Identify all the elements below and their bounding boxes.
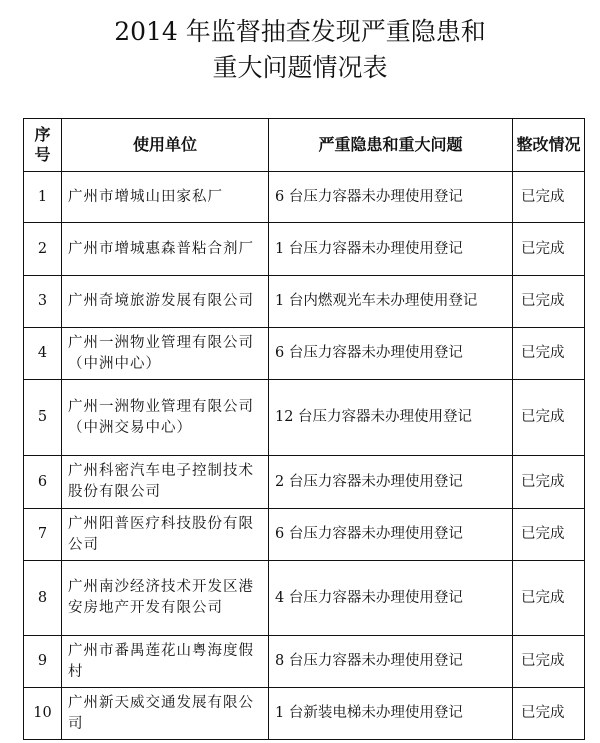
row-issue: 4 台压力容器未办理使用登记 xyxy=(269,561,513,636)
table-row xyxy=(24,223,585,276)
row-index: 10 xyxy=(24,688,62,740)
row-index: 8 xyxy=(24,561,62,636)
row-unit: 广州市增城山田家私厂 xyxy=(62,172,269,223)
row-status: 已完成 xyxy=(513,328,585,380)
row-issue: 6 台压力容器未办理使用登记 xyxy=(269,172,513,223)
row-issue: 12 台压力容器未办理使用登记 xyxy=(269,380,513,456)
row-issue: 6 台压力容器未办理使用登记 xyxy=(269,328,513,380)
row-unit: 广州南沙经济技术开发区港安房地产开发有限公司 xyxy=(62,561,269,636)
header-status: 整改情况 xyxy=(513,119,585,172)
header-index: 序号 xyxy=(24,119,62,172)
row-index: 7 xyxy=(24,509,62,561)
table-row xyxy=(24,380,585,456)
table-row xyxy=(24,456,585,509)
row-index: 6 xyxy=(24,456,62,509)
row-issue: 1 台内燃观光车未办理使用登记 xyxy=(269,276,513,328)
inspection-table xyxy=(23,118,585,740)
row-unit: 广州科密汽车电子控制技术股份有限公司 xyxy=(62,456,269,509)
row-index: 3 xyxy=(24,276,62,328)
row-status: 已完成 xyxy=(513,561,585,636)
row-index: 9 xyxy=(24,636,62,688)
row-status: 已完成 xyxy=(513,380,585,456)
page-title-line2: 重大问题情况表 xyxy=(212,53,388,82)
row-unit: 广州阳普医疗科技股份有限公司 xyxy=(62,509,269,561)
row-unit: 广州一洲物业管理有限公司（中洲交易中心） xyxy=(62,380,269,456)
row-issue: 1 台新装电梯未办理使用登记 xyxy=(269,688,513,740)
table-row xyxy=(24,509,585,561)
header-issue: 严重隐患和重大问题 xyxy=(269,119,513,172)
row-unit: 广州市增城惠森普粘合剂厂 xyxy=(62,223,269,276)
row-issue: 6 台压力容器未办理使用登记 xyxy=(269,509,513,561)
row-issue: 1 台压力容器未办理使用登记 xyxy=(269,223,513,276)
row-status: 已完成 xyxy=(513,688,585,740)
row-unit: 广州新天威交通发展有限公司 xyxy=(62,688,269,740)
row-issue: 2 台压力容器未办理使用登记 xyxy=(269,456,513,509)
row-status: 已完成 xyxy=(513,276,585,328)
row-index: 4 xyxy=(24,328,62,380)
row-status: 已完成 xyxy=(513,172,585,223)
row-unit: 广州市番禺莲花山粤海度假村 xyxy=(62,636,269,688)
table-row xyxy=(24,688,585,740)
table-row xyxy=(24,172,585,223)
table-row xyxy=(24,328,585,380)
row-index: 5 xyxy=(24,380,62,456)
row-status: 已完成 xyxy=(513,636,585,688)
table-header-row xyxy=(24,119,585,172)
table-row xyxy=(24,276,585,328)
table-row xyxy=(24,636,585,688)
row-unit: 广州奇境旅游发展有限公司 xyxy=(62,276,269,328)
row-status: 已完成 xyxy=(513,223,585,276)
table-row xyxy=(24,561,585,636)
row-index: 2 xyxy=(24,223,62,276)
row-status: 已完成 xyxy=(513,509,585,561)
row-status: 已完成 xyxy=(513,456,585,509)
page-title-line1: 2014 年监督抽查发现严重隐患和 xyxy=(114,17,486,46)
header-unit: 使用单位 xyxy=(62,119,269,172)
row-unit: 广州一洲物业管理有限公司（中洲中心） xyxy=(62,328,269,380)
row-issue: 8 台压力容器未办理使用登记 xyxy=(269,636,513,688)
row-index: 1 xyxy=(24,172,62,223)
